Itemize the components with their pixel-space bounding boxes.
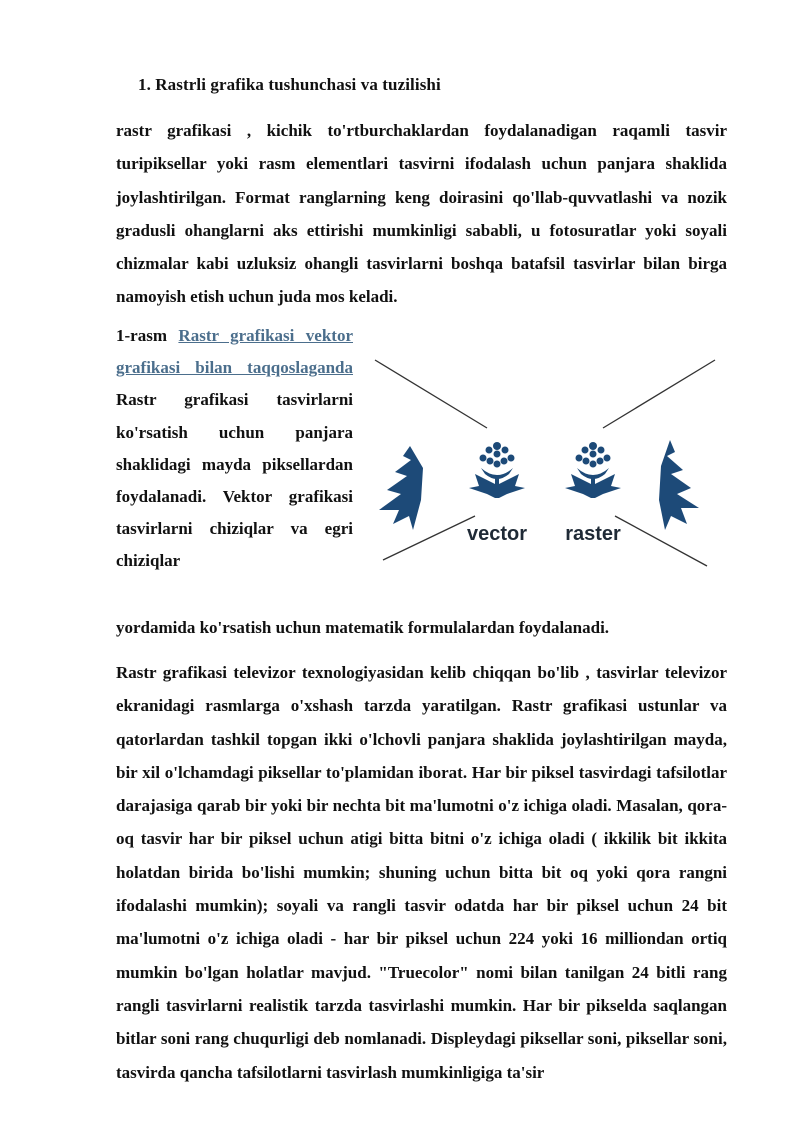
caption-line: Rastr [116,390,157,410]
caption-link[interactable]: Rastr grafikasi vektor grafikasi bilan taqqoslaganda [116,326,353,378]
caption-tail: yordamida ko'rsatish uchun matematik formulalardan foydalanadi. [116,618,610,637]
vector-raster-figure [365,348,725,572]
caption-prefix: 1-rasm [116,326,179,345]
caption-line: chiziqlar va egri chiziqlar [116,519,353,571]
paragraph-raster-details: Rastr grafikasi televizor texnologiyasidan kelib chiqqan bo'lib , tasvirlar televizor ekranidagi rasmlarga o'xshash tarzda yaratilgan. Rastr grafikasi ustunlar va qatorlardan tashkil topgan ikki o'lchovli panjara shaklida joylashtirilgan mayda, bir xil o'lchamdagi piksellar to'plamidan iborat. Har bir piksel tasvirdagi tafsilotlar darajasiga qarab bir yoki bir nechta bit ma'lumotni o'z ichiga oladi. Masalan, qora-oq tasvir har bir piksel uchun atigi bitta bitni o'z ichiga oladi ( ikkilik bit ikkita holatdan birida bo'lishi mumkin; shuning uchun bitta bit oq yoki qora rangni ifodalashi mumkin); soyali va rangli tasvir odatda har bir piksel uchun 24 bit ma'lumotni o'z ichiga oladi - har bir piksel uchun 224 yoki 16 milliondan ortiq mumkin bo'lgan holatlar mavjud. "Truecolor" nomi bilan tanilgan 24 bitli rang rangli tasvirlarni realistik tarzda tasvirlashi mumkin. Har bir pikselda saqlangan bitlar soni rang chuqurligi deb nomlanadi. Displeydagi piksellar soni, piksellar soni, tasvirda qancha tafsilotlarni tasvirlash mumkinligiga ta'sir [116,663,727,1082]
paragraph-intro: rastr grafikasi , kichik to'rtburchaklardan foydalanadigan raqamli tasvir turipiksellar yoki rasm elementlari tasvirni ifodalash uchun panjara shaklida joylashtirilgan. Format ranglarning keng doirasini qo'llab-quvvatlashi va nozik gradusli ohanglarni aks ettirishi mumkinligi sababli, u fotosuratlar yoki soyali chizmalar kabi uzluksiz ohangli tasvirlarni boshqa batafsil tasvirlar bilan birga namoyish etish uchun juda mos keladi. [116,121,727,307]
caption-line: Vektor grafikasi tasvirlarni [116,487,353,539]
caption-line: shaklidagi mayda [116,454,252,474]
figure-svg [365,348,725,572]
figure-caption-block [116,320,353,578]
leaf-icon [379,446,423,530]
label-vector: vector [466,523,528,545]
diagonal-line [383,516,475,560]
diagonal-line [615,516,707,566]
caption-line: piksellardan foydalanadi. [116,454,353,507]
thistle-icon [469,442,525,498]
diagonal-line [375,360,487,428]
leaf-icon [659,440,699,530]
caption-line: ko'rsatish uchun panjara [116,422,353,442]
section-heading: 1. Rastrli grafika tushunchasi va tuzilishi [138,75,441,94]
diagonal-line [603,360,715,428]
label-raster: raster [565,523,621,545]
caption-line: grafikasi tasvirlarni [184,390,354,410]
thistle-icon [565,442,621,498]
